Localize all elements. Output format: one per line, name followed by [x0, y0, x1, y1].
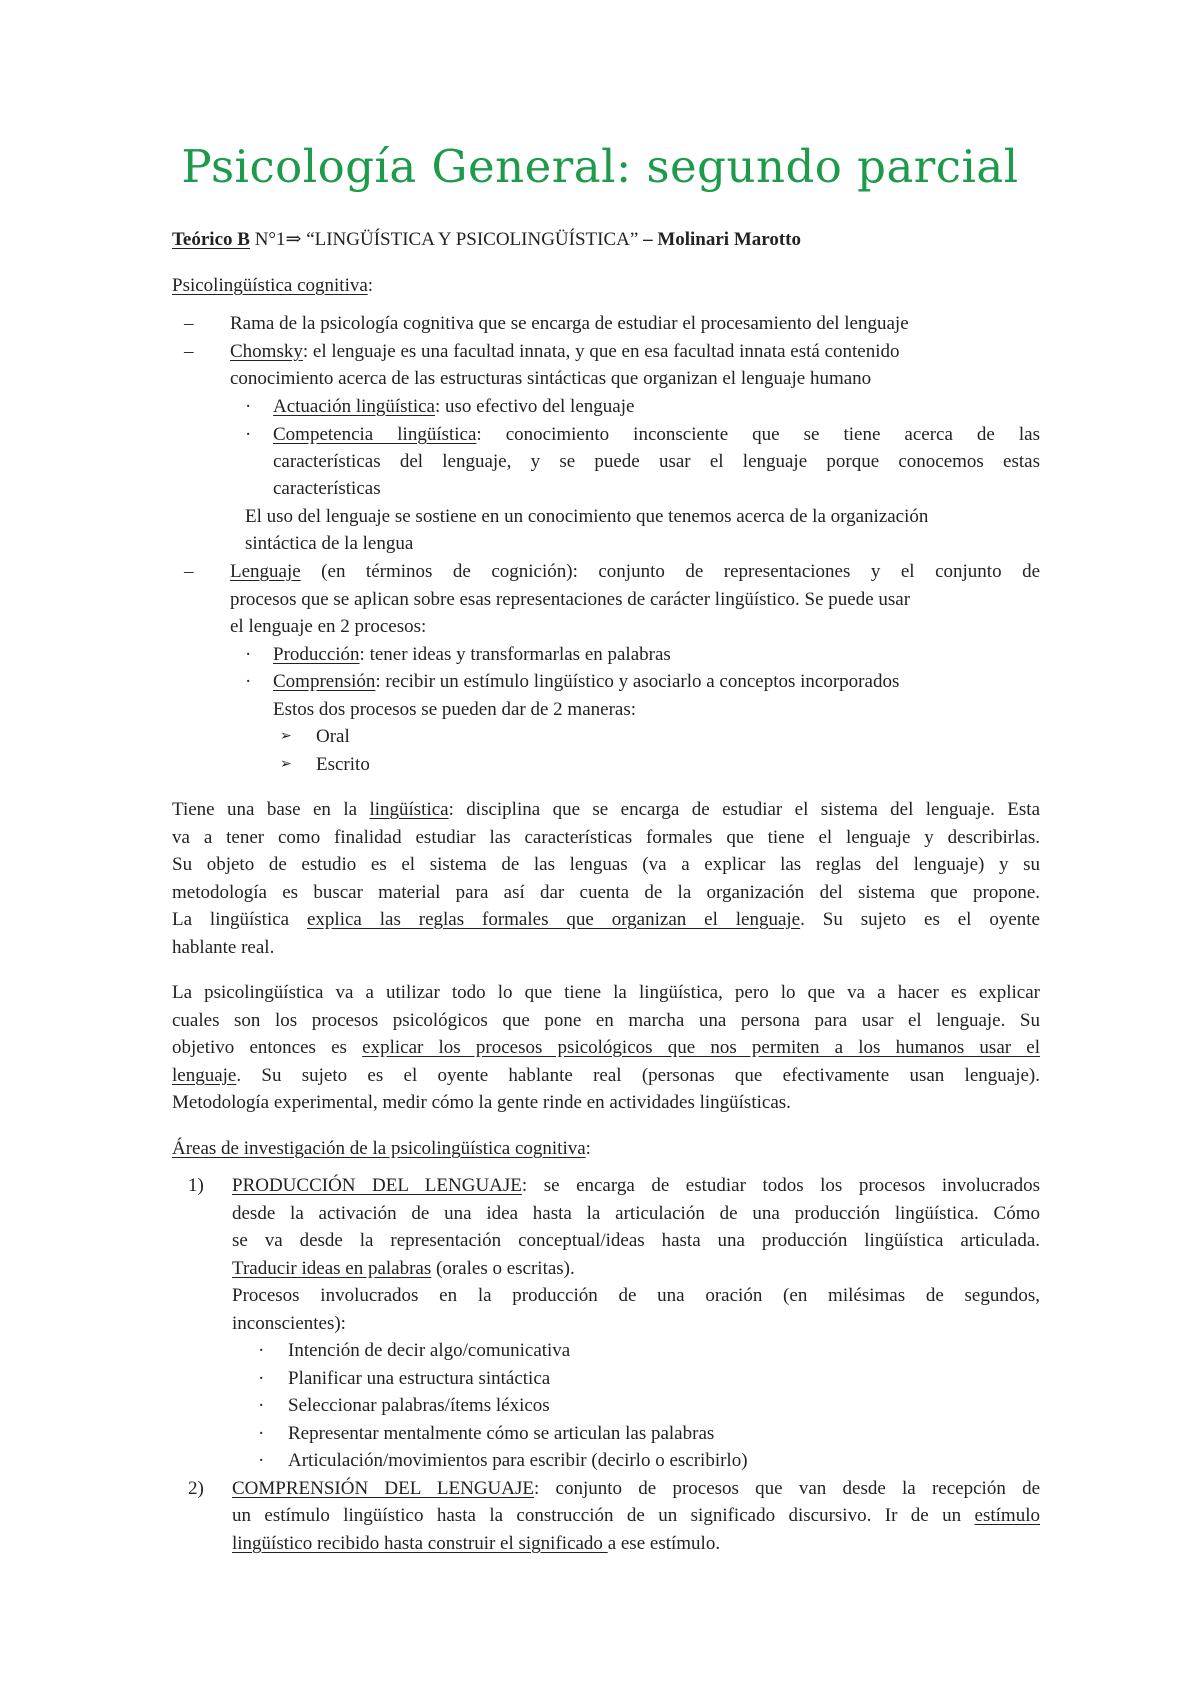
- list-item: Rama de la psicología cognitiva que se encarga de estudiar el procesamiento del lenguaje: [230, 313, 909, 334]
- section-heading: Psicolingüística cognitiva:: [172, 275, 374, 296]
- arrow-bullet-icon: ➢: [280, 757, 292, 772]
- list-item: Comprensión: recibir un estímulo lingüístico y asociarlo a conceptos incorporados: [273, 671, 900, 692]
- text-line: metodología es buscar material para así dar cuenta de la organización del sistema que propone.: [172, 882, 1040, 903]
- list-item: Competencia lingüística: conocimiento inconsciente que se tiene acerca de las: [273, 424, 1040, 445]
- text-line: Metodología experimental, medir cómo la gente rinde en actividades lingüísticas.: [172, 1092, 791, 1113]
- section-heading: Áreas de investigación de la psicolingüística cognitiva:: [172, 1138, 591, 1159]
- dot-bullet: ·: [245, 424, 252, 445]
- text-line: procesos que se aplican sobre esas representaciones de carácter lingüístico. Se puede usar: [230, 589, 911, 610]
- text-line: conocimiento acerca de las estructuras sintácticas que organizan el lenguaje humano: [230, 368, 872, 389]
- text-line: el lenguaje en 2 procesos:: [230, 616, 427, 637]
- text-line: características del lenguaje, y se puede usar el lenguaje porque conocemos estas: [273, 451, 1040, 472]
- text-line: va a tener como finalidad estudiar las características formales que tiene el lenguaje y describirlas.: [172, 827, 1040, 848]
- list-item: Actuación lingüística: uso efectivo del lenguaje: [273, 396, 635, 417]
- text-line: Su objeto de estudio es el sistema de las lenguas (va a explicar las reglas del lenguaje) y su: [172, 854, 1040, 875]
- lecture-header: [172, 226, 801, 253]
- text-line: La lingüística explica las reglas formales que organizan el lenguaje. Su sujeto es el oyente: [172, 909, 1040, 930]
- list-item: Planificar una estructura sintáctica: [288, 1368, 551, 1389]
- list-number: 1): [188, 1175, 204, 1196]
- arrow-bullet-icon: ➢: [280, 729, 292, 744]
- list-item: COMPRENSIÓN DEL LENGUAJE: conjunto de procesos que van desde la recepción de: [232, 1478, 1040, 1499]
- list-item: Intención de decir algo/comunicativa: [288, 1340, 571, 1361]
- list-item: Escrito: [316, 754, 370, 775]
- list-item: Producción: tener ideas y transformarlas en palabras: [273, 644, 671, 665]
- dash-bullet: –: [184, 313, 194, 334]
- dot-bullet: ·: [258, 1395, 265, 1416]
- text-line: sintáctica de la lengua: [245, 533, 414, 554]
- lecture-topic: “LINGÜÍSTICA Y PSICOLINGÜÍSTICA”: [306, 229, 639, 250]
- text-line: inconscientes):: [232, 1313, 346, 1334]
- text-line: Estos dos procesos se pueden dar de 2 maneras:: [273, 699, 637, 720]
- list-item: Chomsky: el lenguaje es una facultad innata, y que en esa facultad innata está contenido: [230, 341, 900, 362]
- text-line: cuales son los procesos psicológicos que pone en marcha una persona para usar el lenguaje. Su: [172, 1010, 1040, 1031]
- text-line: desde la activación de una idea hasta la articulación de una producción lingüística. Cómo: [232, 1203, 1040, 1224]
- text-line: objetivo entonces es explicar los procesos psicológicos que nos permiten a los humanos usar el: [172, 1037, 1040, 1058]
- dash-bullet: –: [184, 341, 194, 362]
- lecture-label: Teórico B: [172, 229, 250, 250]
- list-item: Oral: [316, 726, 350, 747]
- text-line: La psicolingüística va a utilizar todo lo que tiene la lingüística, pero lo que va a hacer es explicar: [172, 982, 1040, 1003]
- list-item: Lenguaje (en términos de cognición): conjunto de representaciones y el conjunto de: [230, 561, 1040, 582]
- list-item: PRODUCCIÓN DEL LENGUAJE: se encarga de estudiar todos los procesos involucrados: [232, 1175, 1041, 1196]
- text-line: El uso del lenguaje se sostiene en un conocimiento que tenemos acerca de la organización: [245, 506, 929, 527]
- list-number: 2): [188, 1478, 204, 1499]
- text-line: hablante real.: [172, 937, 275, 958]
- dot-bullet: ·: [245, 671, 252, 692]
- text-line: lingüístico recibido hasta construir el significado a ese estímulo.: [232, 1533, 721, 1554]
- lecture-number: N°1⇒: [249, 229, 307, 250]
- dot-bullet: ·: [245, 396, 252, 417]
- list-item: Seleccionar palabras/ítems léxicos: [288, 1395, 550, 1416]
- text-line: Traducir ideas en palabras (orales o escritas).: [232, 1258, 575, 1279]
- term-linguistica: lingüística: [369, 799, 449, 820]
- dot-bullet: ·: [258, 1423, 265, 1444]
- dot-bullet: ·: [258, 1340, 265, 1361]
- text-line: características: [273, 478, 381, 499]
- text-line: se va desde la representación conceptual/ideas hasta una producción lingüística articulada.: [232, 1230, 1040, 1251]
- page-title: Psicología General: segundo parcial: [181, 140, 1019, 193]
- list-item: Articulación/movimientos para escribir (decirlo o escribirlo): [288, 1450, 748, 1471]
- dot-bullet: ·: [258, 1450, 265, 1471]
- lecture-authors: – Molinari Marotto: [638, 229, 802, 250]
- list-item: Representar mentalmente cómo se articulan las palabras: [288, 1423, 715, 1444]
- text-line: Procesos involucrados en la producción de una oración (en milésimas de segundos,: [232, 1285, 1040, 1306]
- text-line: Tiene una base en la lingüística: disciplina que se encarga de estudiar el sistema del lenguaje. Esta: [172, 799, 1040, 820]
- text-line: un estímulo lingüístico hasta la construcción de un significado discursivo. Ir de un estímulo: [232, 1505, 1040, 1526]
- term-chomsky: Chomsky: [230, 341, 303, 362]
- dash-bullet: –: [184, 561, 194, 582]
- dot-bullet: ·: [245, 644, 252, 665]
- term-lenguaje: Lenguaje: [230, 561, 301, 582]
- dot-bullet: ·: [258, 1368, 265, 1389]
- text-line: lenguaje. Su sujeto es el oyente hablante real (personas que efectivamente usan lenguaje).: [172, 1065, 1040, 1086]
